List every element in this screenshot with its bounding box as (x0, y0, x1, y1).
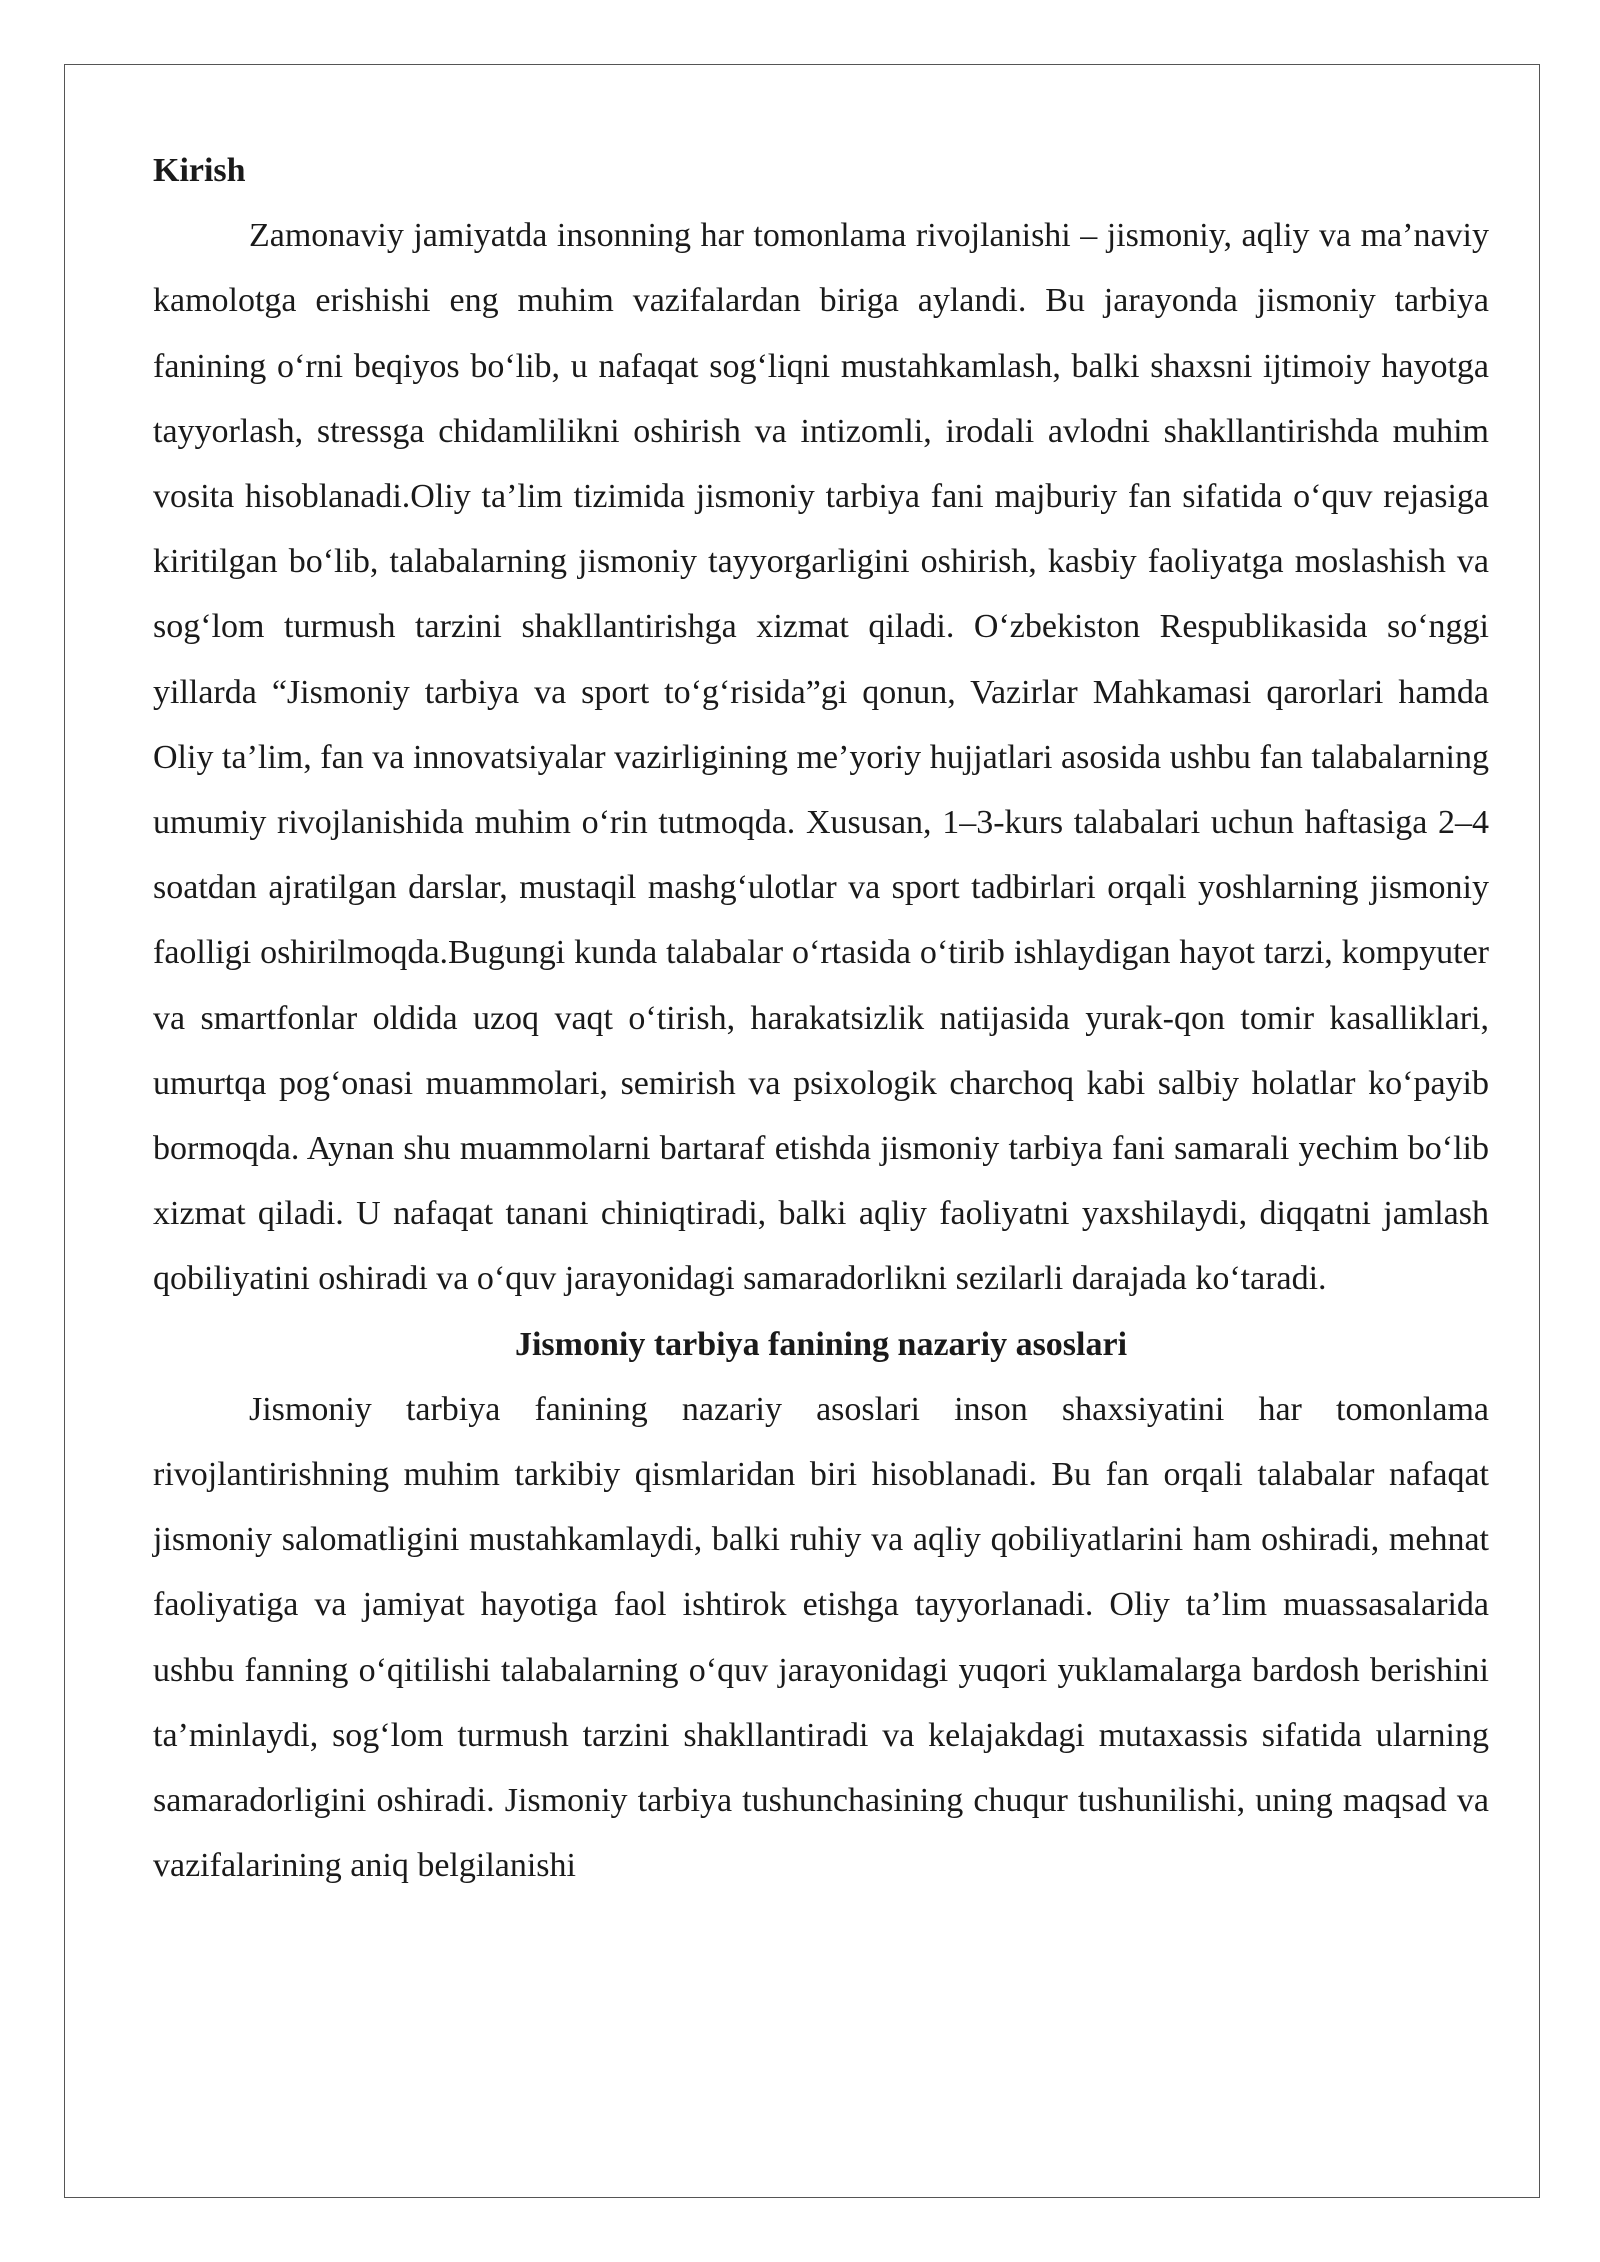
section-heading-theory: Jismoniy tarbiya fanining nazariy asoslari (514, 1325, 1128, 1363)
paragraph-theory: Jismoniy tarbiya fanining nazariy asoslari inson shaxsiyatini har tomonlama rivojlantirishning muhim tarkibiy qismlaridan biri hisoblanadi. Bu fan orqali talabalar nafaqat jismoniy salomatligini mustahkamlaydi, balki ruhiy va aqliy qobiliyatlarini ham oshiradi, mehnat faoliyatiga va jamiyat hayotiga faol ishtirok etishga tayyorlanadi. Oliy ta’lim muassasalarida ushbu fanning o‘qitilishi talabalarning o‘quv jarayonidagi yuqori yuklamalarga bardosh berishini ta’minlaydi, sog‘lom turmush tarzini shakllantiradi va kelajakdagi mutaxassis sifatida ularning samaradorligini oshiradi. Jismoniy tarbiya tushunchasining chuqur tushunilishi, uning maqsad va vazifalarining aniq belgilanishi (153, 1390, 1489, 1885)
paragraph-intro: Zamonaviy jamiyatda insonning har tomonlama rivojlanishi – jismoniy, aqliy va ma’naviy kamolotga erishishi eng muhim vazifalardan biriga aylandi. Bu jarayonda jismoniy tarbiya fanining o‘rni beqiyos bo‘lib, u nafaqat sog‘liqni mustahkamlash, balki shaxsni ijtimoiy hayotga tayyorlash, stressga chidamlilikni oshirish va intizomli, irodali avlodni shakllantirishda muhim vosita hisoblanadi.Oliy ta’lim tizimida jismoniy tarbiya fani majburiy fan sifatida o‘quv rejasiga kiritilgan bo‘lib, talabalarning jismoniy tayyorgarligini oshirish, kasbiy faoliyatga moslashish va sog‘lom turmush tarzini shakllantirishga xizmat qiladi. O‘zbekiston Respublikasida so‘nggi yillarda “Jismoniy tarbiya va sport to‘g‘risida”gi qonun, Vazirlar Mahkamasi qarorlari hamda Oliy ta’lim, fan va innovatsiyalar vazirligining me’yoriy hujjatlari asosida ushbu fan talabalarning umumiy rivojlanishida muhim o‘rin tutmoqda. Xususan, 1–3-kurs talabalari uchun haftasiga 2–4 soatdan ajratilgan darslar, mustaqil mashg‘ulotlar va sport tadbirlari orqali yoshlarning jismoniy faolligi oshirilmoqda.Bugungi kunda talabalar o‘rtasida o‘tirib ishlaydigan hayot tarzi, kompyuter va smartfonlar oldida uzoq vaqt o‘tirish, harakatsizlik natijasida yurak-qon tomir kasalliklari, umurtqa pog‘onasi muammolari, semirish va psixologik charchoq kabi salbiy holatlar ko‘payib bormoqda. Aynan shu muammolarni bartaraf etishda jismoniy tarbiya fani samarali yechim bo‘lib xizmat qiladi. U nafaqat tanani chiniqtiradi, balki aqliy faoliyatni yaxshilaydi, diqqatni jamlash qobiliyatini oshiradi va o‘quv jarayonidagi samaradorlikni sezilarli darajada ko‘taradi. (153, 217, 1489, 1298)
document-body (153, 138, 1489, 1898)
section-heading-intro: Kirish (153, 152, 246, 189)
